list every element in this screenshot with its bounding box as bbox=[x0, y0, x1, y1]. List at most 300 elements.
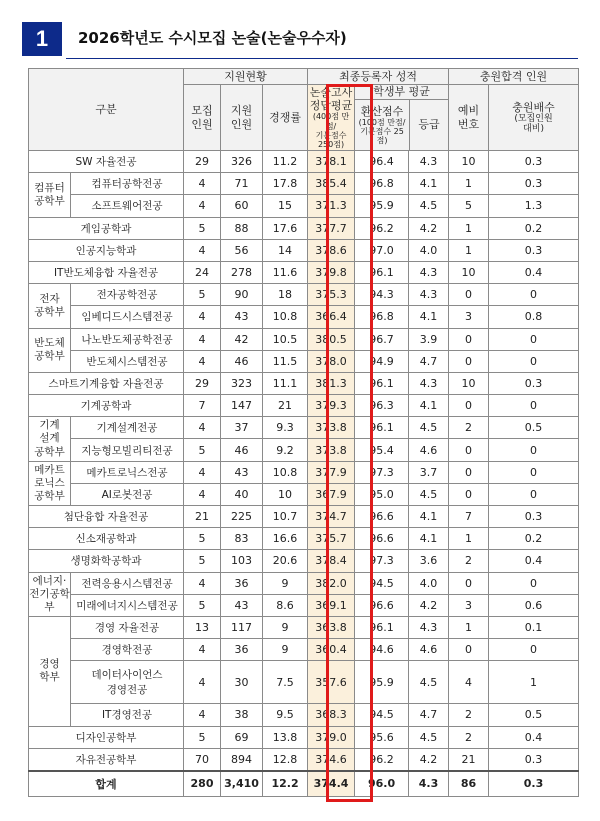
table-row bbox=[29, 261, 579, 283]
dept-name: 임베디드시스템전공 bbox=[71, 306, 184, 328]
ratio-cell: 13.8 bbox=[263, 726, 308, 748]
dept-name: 생명화학공학과 bbox=[29, 550, 184, 572]
applicants-cell: 42 bbox=[221, 328, 263, 350]
col-school bbox=[355, 85, 449, 151]
reserve-cell: 0 bbox=[449, 328, 489, 350]
essay-cell: 375.3 bbox=[308, 284, 355, 306]
converted-cell: 96.6 bbox=[355, 506, 409, 528]
quota-cell: 4 bbox=[184, 350, 221, 372]
fill-cell: 0.3 bbox=[489, 372, 579, 394]
dept-name: 기계공학과 bbox=[29, 395, 184, 417]
table-row bbox=[29, 372, 579, 394]
converted-cell: 96.4 bbox=[355, 151, 409, 173]
essay-cell: 375.7 bbox=[308, 528, 355, 550]
fill-cell: 0 bbox=[489, 395, 579, 417]
converted-cell: 96.8 bbox=[355, 173, 409, 195]
ratio-cell: 11.5 bbox=[263, 350, 308, 372]
essay-title: 논술고사 정답평균 bbox=[309, 85, 353, 113]
dept-name: IT경영전공 bbox=[71, 704, 184, 726]
grade-cell: 4.1 bbox=[409, 395, 449, 417]
essay-cell: 381.3 bbox=[308, 372, 355, 394]
col-final-group: 최종등록자 성적 bbox=[308, 69, 449, 85]
quota-cell: 13 bbox=[184, 616, 221, 638]
table-row bbox=[29, 528, 579, 550]
total-grade: 4.3 bbox=[409, 771, 449, 797]
ratio-cell: 10 bbox=[263, 483, 308, 505]
ratio-cell: 12.8 bbox=[263, 748, 308, 771]
essay-cell: 379.0 bbox=[308, 726, 355, 748]
reserve-cell: 1 bbox=[449, 239, 489, 261]
quota-cell: 5 bbox=[184, 528, 221, 550]
dept-name: 신소재공학과 bbox=[29, 528, 184, 550]
reserve-cell: 1 bbox=[449, 173, 489, 195]
converted-cell: 95.6 bbox=[355, 726, 409, 748]
grade-cell: 4.3 bbox=[409, 284, 449, 306]
ratio-cell: 10.5 bbox=[263, 328, 308, 350]
dept-name: 미래에너지시스템전공 bbox=[71, 594, 184, 616]
college-name: 경영 학부 bbox=[29, 616, 71, 726]
grade-cell: 4.5 bbox=[409, 483, 449, 505]
ratio-cell: 9 bbox=[263, 616, 308, 638]
quota-cell: 4 bbox=[184, 661, 221, 704]
fill-cell: 0.6 bbox=[489, 594, 579, 616]
converted-cell: 96.1 bbox=[355, 417, 409, 439]
dept-name: 경영학전공 bbox=[71, 639, 184, 661]
col-applicants: 지원 인원 bbox=[221, 85, 263, 151]
essay-cell: 378.4 bbox=[308, 550, 355, 572]
grade-cell: 4.2 bbox=[409, 748, 449, 771]
applicants-cell: 60 bbox=[221, 195, 263, 217]
col-extra-group: 충원합격 인원 bbox=[449, 69, 579, 85]
quota-cell: 4 bbox=[184, 417, 221, 439]
reserve-cell: 3 bbox=[449, 306, 489, 328]
grade-cell: 4.7 bbox=[409, 350, 449, 372]
applicants-cell: 225 bbox=[221, 506, 263, 528]
reserve-cell: 1 bbox=[449, 217, 489, 239]
dept-name: 메카트로닉스전공 bbox=[71, 461, 184, 483]
quota-cell: 5 bbox=[184, 726, 221, 748]
ratio-cell: 9 bbox=[263, 639, 308, 661]
table-row bbox=[29, 483, 579, 505]
table-row bbox=[29, 639, 579, 661]
essay-cell: 379.8 bbox=[308, 261, 355, 283]
header-underline bbox=[66, 58, 578, 59]
grade-cell: 4.3 bbox=[409, 261, 449, 283]
converted-cell: 95.0 bbox=[355, 483, 409, 505]
col-reserve: 예비 번호 bbox=[449, 85, 489, 151]
table-row bbox=[29, 726, 579, 748]
essay-cell: 379.3 bbox=[308, 395, 355, 417]
grade-cell: 4.2 bbox=[409, 594, 449, 616]
ratio-cell: 15 bbox=[263, 195, 308, 217]
ratio-cell: 20.6 bbox=[263, 550, 308, 572]
reserve-cell: 0 bbox=[449, 639, 489, 661]
college-name: 반도체 공학부 bbox=[29, 328, 71, 372]
total-fill: 0.3 bbox=[489, 771, 579, 797]
converted-cell: 97.3 bbox=[355, 461, 409, 483]
col-applicant-group: 지원현황 bbox=[184, 69, 308, 85]
reserve-cell: 10 bbox=[449, 372, 489, 394]
essay-cell: 382.0 bbox=[308, 572, 355, 594]
converted-cell: 95.9 bbox=[355, 195, 409, 217]
college-name: 기계 설계 공학부 bbox=[29, 417, 71, 461]
table-row bbox=[29, 350, 579, 372]
quota-cell: 5 bbox=[184, 550, 221, 572]
table-row bbox=[29, 748, 579, 771]
ratio-cell: 9.2 bbox=[263, 439, 308, 461]
table-row bbox=[29, 306, 579, 328]
reserve-cell: 0 bbox=[449, 395, 489, 417]
quota-cell: 7 bbox=[184, 395, 221, 417]
fill-cell: 0 bbox=[489, 483, 579, 505]
reserve-cell: 2 bbox=[449, 417, 489, 439]
dept-name: 인공지능학과 bbox=[29, 239, 184, 261]
col-converted: 환산점수 (100점 만점/ 기본점수 25점) bbox=[355, 100, 410, 150]
fill-cell: 0.3 bbox=[489, 151, 579, 173]
applicants-cell: 326 bbox=[221, 151, 263, 173]
ratio-cell: 9.5 bbox=[263, 704, 308, 726]
quota-cell: 5 bbox=[184, 439, 221, 461]
applicants-cell: 36 bbox=[221, 639, 263, 661]
quota-cell: 21 bbox=[184, 506, 221, 528]
table-row bbox=[29, 151, 579, 173]
grade-cell: 4.5 bbox=[409, 726, 449, 748]
total-converted: 96.0 bbox=[355, 771, 409, 797]
total-applicants: 3,410 bbox=[221, 771, 263, 797]
fill-cell: 0 bbox=[489, 639, 579, 661]
essay-cell: 380.5 bbox=[308, 328, 355, 350]
ratio-cell: 10.7 bbox=[263, 506, 308, 528]
essay-cell: 374.6 bbox=[308, 748, 355, 771]
dept-name: 전자공학전공 bbox=[71, 284, 184, 306]
grade-cell: 4.5 bbox=[409, 417, 449, 439]
applicants-cell: 43 bbox=[221, 306, 263, 328]
applicants-cell: 83 bbox=[221, 528, 263, 550]
grade-cell: 4.1 bbox=[409, 528, 449, 550]
fill-cell: 0.3 bbox=[489, 748, 579, 771]
quota-cell: 4 bbox=[184, 639, 221, 661]
fill-cell: 0.3 bbox=[489, 239, 579, 261]
reserve-cell: 21 bbox=[449, 748, 489, 771]
dept-name: SW 자율전공 bbox=[29, 151, 184, 173]
applicants-cell: 894 bbox=[221, 748, 263, 771]
reserve-cell: 1 bbox=[449, 616, 489, 638]
table-row bbox=[29, 417, 579, 439]
applicants-cell: 40 bbox=[221, 483, 263, 505]
quota-cell: 4 bbox=[184, 306, 221, 328]
reserve-cell: 10 bbox=[449, 151, 489, 173]
ratio-cell: 7.5 bbox=[263, 661, 308, 704]
total-essay: 374.4 bbox=[308, 771, 355, 797]
table-row bbox=[29, 439, 579, 461]
reserve-cell: 10 bbox=[449, 261, 489, 283]
dept-name: 자유전공학부 bbox=[29, 748, 184, 771]
col-group-label: 구분 bbox=[29, 69, 184, 151]
table-row bbox=[29, 594, 579, 616]
fill-cell: 1.3 bbox=[489, 195, 579, 217]
table-row bbox=[29, 195, 579, 217]
essay-cell: 357.6 bbox=[308, 661, 355, 704]
ratio-cell: 18 bbox=[263, 284, 308, 306]
converted-cell: 96.2 bbox=[355, 217, 409, 239]
essay-cell: 378.1 bbox=[308, 151, 355, 173]
college-name: 에너지· 전기공학부 bbox=[29, 572, 71, 616]
converted-cell: 95.4 bbox=[355, 439, 409, 461]
table-row bbox=[29, 328, 579, 350]
quota-cell: 5 bbox=[184, 284, 221, 306]
dept-name: 디자인공학부 bbox=[29, 726, 184, 748]
grade-cell: 4.5 bbox=[409, 661, 449, 704]
ratio-cell: 9 bbox=[263, 572, 308, 594]
quota-cell: 24 bbox=[184, 261, 221, 283]
table-row bbox=[29, 616, 579, 638]
dept-name: 경영 자율전공 bbox=[71, 616, 184, 638]
fill-cell: 0.5 bbox=[489, 704, 579, 726]
section-header bbox=[22, 22, 578, 58]
applicants-cell: 71 bbox=[221, 173, 263, 195]
grade-cell: 4.0 bbox=[409, 572, 449, 594]
fill-cell: 0.4 bbox=[489, 726, 579, 748]
fill-cell: 0.4 bbox=[489, 261, 579, 283]
applicants-cell: 117 bbox=[221, 616, 263, 638]
reserve-cell: 0 bbox=[449, 284, 489, 306]
grade-cell: 4.1 bbox=[409, 173, 449, 195]
grade-cell: 3.9 bbox=[409, 328, 449, 350]
reserve-cell: 0 bbox=[449, 350, 489, 372]
fill-cell: 1 bbox=[489, 661, 579, 704]
converted-note: (100점 만점/ 기본점수 25점) bbox=[358, 117, 406, 146]
grade-cell: 4.6 bbox=[409, 439, 449, 461]
quota-cell: 4 bbox=[184, 173, 221, 195]
total-quota: 280 bbox=[184, 771, 221, 797]
table-row bbox=[29, 661, 579, 704]
applicants-cell: 38 bbox=[221, 704, 263, 726]
fill-cell: 0.1 bbox=[489, 616, 579, 638]
dept-name: 게임공학과 bbox=[29, 217, 184, 239]
fill-cell: 0 bbox=[489, 328, 579, 350]
table-row bbox=[29, 704, 579, 726]
grade-cell: 3.6 bbox=[409, 550, 449, 572]
dept-name: 소프트웨어전공 bbox=[71, 195, 184, 217]
converted-cell: 96.1 bbox=[355, 261, 409, 283]
ratio-cell: 17.8 bbox=[263, 173, 308, 195]
fill-cell: 0.5 bbox=[489, 417, 579, 439]
grade-cell: 4.1 bbox=[409, 506, 449, 528]
grade-cell: 4.1 bbox=[409, 306, 449, 328]
dept-name: AI로봇전공 bbox=[71, 483, 184, 505]
converted-cell: 96.7 bbox=[355, 328, 409, 350]
table-row bbox=[29, 506, 579, 528]
essay-cell: 360.4 bbox=[308, 639, 355, 661]
converted-cell: 94.6 bbox=[355, 639, 409, 661]
fill-cell: 0.3 bbox=[489, 173, 579, 195]
ratio-cell: 10.8 bbox=[263, 306, 308, 328]
total-reserve: 86 bbox=[449, 771, 489, 797]
quota-cell: 4 bbox=[184, 328, 221, 350]
converted-cell: 96.1 bbox=[355, 372, 409, 394]
table-row bbox=[29, 550, 579, 572]
essay-cell: 385.4 bbox=[308, 173, 355, 195]
col-essay bbox=[308, 85, 355, 151]
essay-cell: 373.8 bbox=[308, 439, 355, 461]
table-row bbox=[29, 173, 579, 195]
essay-cell: 369.1 bbox=[308, 594, 355, 616]
applicants-cell: 69 bbox=[221, 726, 263, 748]
dept-name: 스마트기계융합 자율전공 bbox=[29, 372, 184, 394]
grade-cell: 4.3 bbox=[409, 616, 449, 638]
dept-name: 전력응용시스템전공 bbox=[71, 572, 184, 594]
reserve-cell: 3 bbox=[449, 594, 489, 616]
applicants-cell: 147 bbox=[221, 395, 263, 417]
ratio-cell: 10.8 bbox=[263, 461, 308, 483]
fill-cell: 0.3 bbox=[489, 506, 579, 528]
col-fill: 충원배수 (모집인원 대비) bbox=[489, 85, 579, 151]
fill-cell: 0 bbox=[489, 461, 579, 483]
applicants-cell: 46 bbox=[221, 439, 263, 461]
quota-cell: 4 bbox=[184, 195, 221, 217]
quota-cell: 4 bbox=[184, 461, 221, 483]
col-ratio: 경쟁률 bbox=[263, 85, 308, 151]
table-row bbox=[29, 461, 579, 483]
converted-cell: 96.2 bbox=[355, 748, 409, 771]
essay-cell: 377.7 bbox=[308, 217, 355, 239]
dept-name: 지능형모빌리티전공 bbox=[71, 439, 184, 461]
total-row bbox=[29, 771, 579, 797]
col-quota: 모집 인원 bbox=[184, 85, 221, 151]
col-grade: 등급 bbox=[418, 118, 440, 132]
grade-cell: 4.3 bbox=[409, 372, 449, 394]
applicants-cell: 37 bbox=[221, 417, 263, 439]
grade-cell: 4.0 bbox=[409, 239, 449, 261]
grade-cell: 3.7 bbox=[409, 461, 449, 483]
reserve-cell: 0 bbox=[449, 439, 489, 461]
converted-cell: 97.3 bbox=[355, 550, 409, 572]
reserve-cell: 0 bbox=[449, 461, 489, 483]
table-row bbox=[29, 217, 579, 239]
fill-cell: 0.8 bbox=[489, 306, 579, 328]
ratio-cell: 17.6 bbox=[263, 217, 308, 239]
total-label: 합계 bbox=[29, 771, 184, 797]
fill-cell: 0.2 bbox=[489, 217, 579, 239]
grade-cell: 4.3 bbox=[409, 151, 449, 173]
ratio-cell: 11.6 bbox=[263, 261, 308, 283]
fill-cell: 0.4 bbox=[489, 550, 579, 572]
dept-name: 첨단융합 자율전공 bbox=[29, 506, 184, 528]
converted-cell: 96.6 bbox=[355, 528, 409, 550]
applicants-cell: 43 bbox=[221, 461, 263, 483]
dept-name: 반도체시스템전공 bbox=[71, 350, 184, 372]
quota-cell: 5 bbox=[184, 217, 221, 239]
converted-cell: 96.6 bbox=[355, 594, 409, 616]
fill-cell: 0 bbox=[489, 572, 579, 594]
essay-cell: 367.9 bbox=[308, 483, 355, 505]
converted-cell: 97.0 bbox=[355, 239, 409, 261]
reserve-cell: 5 bbox=[449, 195, 489, 217]
section-title: 2026학년도 수시모집 논술(논술우수자) bbox=[78, 29, 347, 47]
converted-cell: 96.3 bbox=[355, 395, 409, 417]
essay-cell: 371.3 bbox=[308, 195, 355, 217]
ratio-cell: 11.1 bbox=[263, 372, 308, 394]
ratio-cell: 16.6 bbox=[263, 528, 308, 550]
reserve-cell: 1 bbox=[449, 528, 489, 550]
college-name: 컴퓨터 공학부 bbox=[29, 173, 71, 217]
fill-cell: 0 bbox=[489, 350, 579, 372]
dept-name: 컴퓨터공학전공 bbox=[71, 173, 184, 195]
applicants-cell: 30 bbox=[221, 661, 263, 704]
dept-name: 데이터사이언스 경영전공 bbox=[71, 661, 184, 704]
applicants-cell: 46 bbox=[221, 350, 263, 372]
essay-note: (400점 만점/ 기본점수 250점) bbox=[312, 112, 350, 149]
applicants-cell: 278 bbox=[221, 261, 263, 283]
school-title: 학생부 평균 bbox=[355, 85, 448, 100]
ratio-cell: 21 bbox=[263, 395, 308, 417]
table-row bbox=[29, 284, 579, 306]
quota-cell: 4 bbox=[184, 483, 221, 505]
applicants-cell: 323 bbox=[221, 372, 263, 394]
college-name: 전자 공학부 bbox=[29, 284, 71, 328]
college-name: 메카트 로닉스 공학부 bbox=[29, 461, 71, 505]
essay-cell: 377.9 bbox=[308, 461, 355, 483]
converted-cell: 94.5 bbox=[355, 572, 409, 594]
ratio-cell: 8.6 bbox=[263, 594, 308, 616]
quota-cell: 70 bbox=[184, 748, 221, 771]
essay-cell: 378.0 bbox=[308, 350, 355, 372]
applicants-cell: 90 bbox=[221, 284, 263, 306]
applicants-cell: 103 bbox=[221, 550, 263, 572]
quota-cell: 5 bbox=[184, 594, 221, 616]
applicants-cell: 56 bbox=[221, 239, 263, 261]
essay-cell: 366.4 bbox=[308, 306, 355, 328]
table-row bbox=[29, 572, 579, 594]
converted-cell: 95.9 bbox=[355, 661, 409, 704]
table-row bbox=[29, 395, 579, 417]
dept-name: 기계설계전공 bbox=[71, 417, 184, 439]
converted-cell: 94.5 bbox=[355, 704, 409, 726]
grade-cell: 4.2 bbox=[409, 217, 449, 239]
converted-cell: 96.1 bbox=[355, 616, 409, 638]
essay-cell: 373.8 bbox=[308, 417, 355, 439]
reserve-cell: 0 bbox=[449, 572, 489, 594]
quota-cell: 29 bbox=[184, 372, 221, 394]
fill-cell: 0 bbox=[489, 284, 579, 306]
grade-cell: 4.5 bbox=[409, 195, 449, 217]
ratio-cell: 11.2 bbox=[263, 151, 308, 173]
quota-cell: 4 bbox=[184, 704, 221, 726]
grade-cell: 4.6 bbox=[409, 639, 449, 661]
essay-cell: 378.6 bbox=[308, 239, 355, 261]
fill-cell: 0 bbox=[489, 439, 579, 461]
converted-cell: 94.3 bbox=[355, 284, 409, 306]
fill-note: (모집인원 대비) bbox=[514, 113, 553, 135]
ratio-cell: 14 bbox=[263, 239, 308, 261]
applicants-cell: 43 bbox=[221, 594, 263, 616]
section-number: 1 bbox=[22, 22, 62, 56]
essay-cell: 368.3 bbox=[308, 704, 355, 726]
total-ratio: 12.2 bbox=[263, 771, 308, 797]
grade-cell: 4.7 bbox=[409, 704, 449, 726]
table-body bbox=[29, 151, 579, 797]
applicants-cell: 36 bbox=[221, 572, 263, 594]
dept-name: IT반도체융합 자율전공 bbox=[29, 261, 184, 283]
essay-cell: 374.7 bbox=[308, 506, 355, 528]
quota-cell: 4 bbox=[184, 239, 221, 261]
reserve-cell: 0 bbox=[449, 483, 489, 505]
quota-cell: 4 bbox=[184, 572, 221, 594]
reserve-cell: 7 bbox=[449, 506, 489, 528]
converted-cell: 96.8 bbox=[355, 306, 409, 328]
ratio-cell: 9.3 bbox=[263, 417, 308, 439]
reserve-cell: 2 bbox=[449, 704, 489, 726]
